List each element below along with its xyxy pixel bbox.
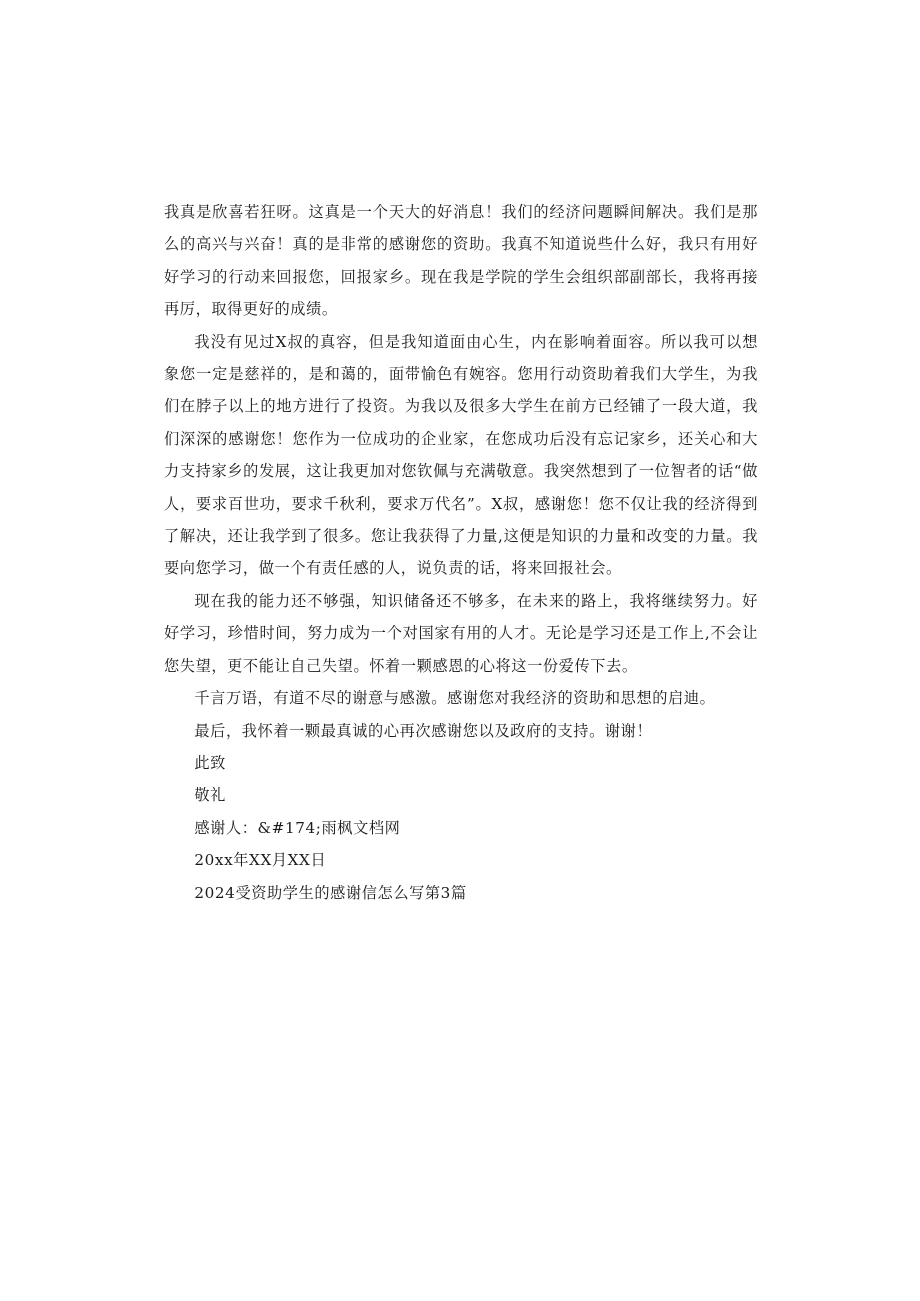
salutation-jingli: 敬礼 xyxy=(194,786,226,805)
paragraph-3: 现在我的能力还不够强，知识储备还不够多，在未来的路上，我将继续努力。好好学习，珍惜时间，努力成为一个对国家有用的人才。无论是学习还是工作上,不会让您失望，更不能让自己失望。怀着一颗感恩的心将这一份爱传下去。 xyxy=(164,591,758,675)
next-section-title: 2024受资助学生的感谢信怎么写第3篇 xyxy=(194,883,467,902)
date: 20xx年XX月XX日 xyxy=(194,851,327,870)
closing-final: 最后，我怀着一颗最真诚的心再次感谢您以及政府的支持。谢谢！ xyxy=(194,721,653,740)
signature: 感谢人：&#174;雨枫文档网 xyxy=(194,818,401,837)
closing-thanks: 千言万语，有道不尽的谢意与感激。感谢您对我经济的资助和思想的启迪。 xyxy=(194,689,716,708)
paragraph-2: 我没有见过X叔的真容，但是我知道面由心生，内在影响着面容。所以我可以想象您一定是慈祥的，是和蔼的，面带愉色有婉容。您用行动资助着我们大学生，为我们在脖子以上的地方进行了投资。为我以及很多大学生在前方已经铺了一段大道，我们深深的感谢您！您作为一位成功的企业家，在您成功后没有忘记家乡，还关心和大力支持家乡的发展，这让我更加对您钦佩与充满敬意。我突然想到了一位智者的话“做人，要求百世功，要求千秋利，要求万代名”。X叔，感谢您！您不仅让我的经济得到了解决，还让我学到了很多。您让我获得了力量,这便是知识的力量和改变的力量。我要向您学习，做一个有责任感的人，说负责的话，将来回报社会。 xyxy=(164,332,758,578)
paragraph-1: 我真是欣喜若狂呀。这真是一个天大的好消息！我们的经济问题瞬间解决。我们是那么的高兴与兴奋！真的是非常的感谢您的资助。我真不知道说些什么好，我只有用好好学习的行动来回报您，回报家乡。现在我是学院的学生会组织部副部长，我将再接再厉，取得更好的成绩。 xyxy=(164,203,758,319)
salutation-cizhi: 此致 xyxy=(194,753,226,772)
letter-body xyxy=(164,196,758,909)
